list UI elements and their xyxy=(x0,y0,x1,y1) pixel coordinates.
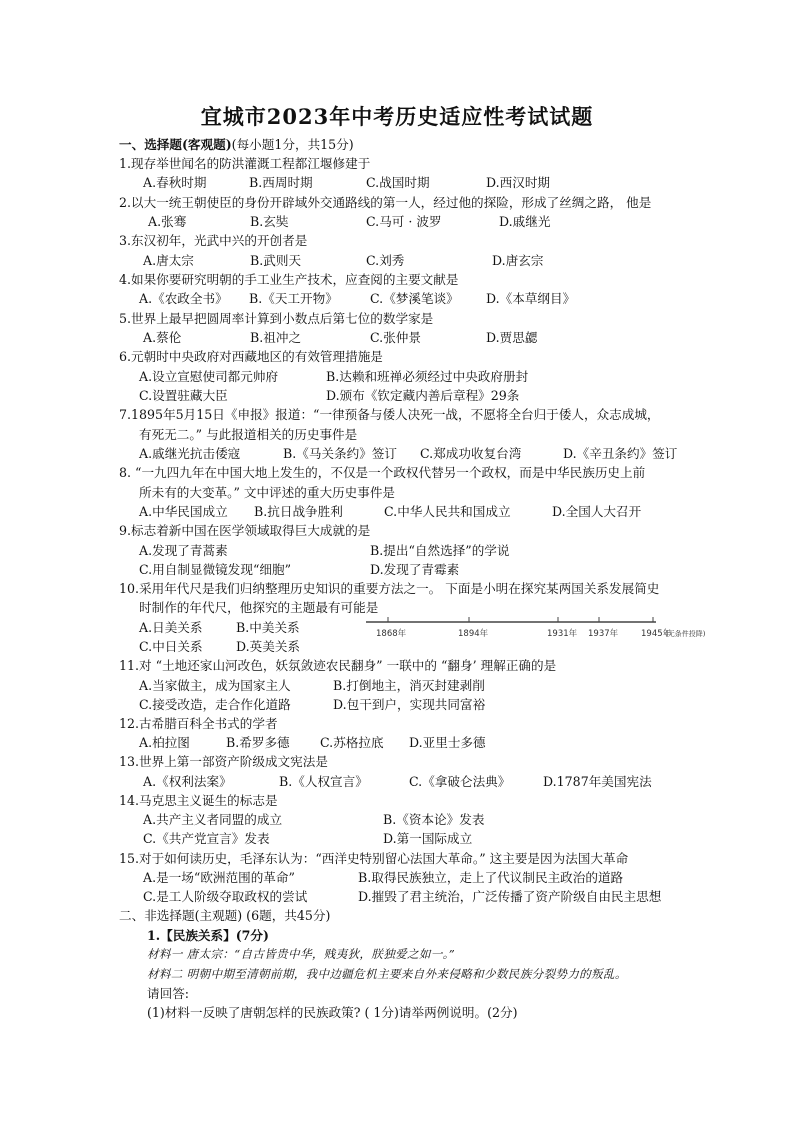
q5-option-d[interactable]: D.贾思勰 xyxy=(486,330,538,345)
section1-heading-rest: (每小题1分，共15分) xyxy=(231,137,354,152)
question-9-stem: 9.标志着新中国在医学领域取得巨大成就的是 xyxy=(119,523,371,538)
question-7-stem-line1: 7.1895年5月15日《申报》报道：“一律预备与倭人决死一战，不愿将全台归于倭人，众志成城， xyxy=(119,407,660,422)
q8-option-c[interactable]: C.中华人民共和国成立 xyxy=(384,504,511,519)
q1-option-b[interactable]: B.西周时期 xyxy=(249,175,313,190)
q12-option-b[interactable]: B.希罗多德 xyxy=(226,735,290,750)
question-14-stem: 14.马克思主义诞生的标志是 xyxy=(119,793,278,808)
q4-option-b[interactable]: B.《天工开物》 xyxy=(249,291,338,306)
q12-option-c[interactable]: C.苏格拉底 xyxy=(320,735,384,750)
q11-option-b[interactable]: B.打倒地主，消灭封建剥削 xyxy=(333,678,485,693)
q5-option-c[interactable]: C.张仲景 xyxy=(370,330,421,345)
timeline-label-1931: 1931年 xyxy=(547,629,578,639)
q7-option-c[interactable]: C.郑成功收复台湾 xyxy=(420,446,522,461)
q6-option-c[interactable]: C.设置驻藏大臣 xyxy=(139,388,228,403)
q6-option-d[interactable]: D.颁布《钦定藏内善后章程》29条 xyxy=(326,388,520,403)
question-15-stem: 15.对于如何读历史，毛泽东认为：“西洋史特别留心法国大革命。” 这主要是因为法国大革命 xyxy=(119,851,629,866)
question-13-stem: 13.世界上第一部资产阶级成文宪法是 xyxy=(119,754,328,769)
question-1-stem: 1.现存举世闻名的防洪灌溉工程都江堰修建于 xyxy=(119,156,371,171)
q10-option-c[interactable]: C.中日关系 xyxy=(139,639,203,654)
q11-option-a[interactable]: A.当家做主，成为国家主人 xyxy=(139,678,291,693)
q5-option-b[interactable]: B.祖冲之 xyxy=(250,330,302,345)
q10-option-d[interactable]: D.英美关系 xyxy=(236,639,301,654)
timeline-label-1894: 1894年 xyxy=(458,629,489,639)
material-2: 材料二 明朝中期至清朝前期，我中边疆危机主要来自外来侵略和少数民族分裂势力的叛乱。 xyxy=(147,967,627,981)
page-title: 宜城市2023年中考历史适应性考试试题 xyxy=(200,104,594,129)
q6-option-b[interactable]: B.达赖和班禅必须经过中央政府册封 xyxy=(326,369,529,384)
q10-timeline xyxy=(366,612,706,646)
q12-option-a[interactable]: A.柏拉图 xyxy=(139,735,190,750)
q14-option-d[interactable]: D.第一国际成立 xyxy=(383,831,473,846)
q1-option-d[interactable]: D.西汉时期 xyxy=(486,175,551,190)
section1-heading xyxy=(119,136,354,153)
timeline-label-1868: 1868年 xyxy=(376,629,407,639)
question-10-stem-line2: 时制作的年代尺，他探究的主题最有可能是 xyxy=(139,600,379,615)
ask-label: 请回答: xyxy=(147,986,190,1001)
q14-option-c[interactable]: C.《共产党宣言》发表 xyxy=(143,831,270,846)
section1-heading-bold: 一、选择题(客观题) xyxy=(119,137,232,152)
q15-option-c[interactable]: C.是工人阶级夺取政权的尝试 xyxy=(143,889,308,904)
q10-option-b[interactable]: B.中美关系 xyxy=(236,620,300,635)
q7-option-a[interactable]: A.戚继光抗击倭寇 xyxy=(139,446,241,461)
q3-option-d[interactable]: D.唐玄宗 xyxy=(492,253,544,268)
q9-option-d[interactable]: D.发现了青霉素 xyxy=(370,562,460,577)
q4-option-a[interactable]: A.《农政全书》 xyxy=(139,291,228,306)
sub-question-1: (1)材料一反映了唐朝怎样的民族政策? ( 1分)请举两例说明。(2分) xyxy=(147,1005,518,1020)
question-7-stem-line2: 有死无二。” 与此报道相关的历史事件是 xyxy=(139,427,358,442)
q12-option-d[interactable]: D.亚里士多德 xyxy=(409,735,486,750)
q8-option-b[interactable]: B.抗日战争胜利 xyxy=(254,504,343,519)
q8-option-a[interactable]: A.中华民国成立 xyxy=(139,504,228,519)
q1-option-c[interactable]: C.战国时期 xyxy=(366,175,430,190)
q11-option-d[interactable]: D.包干到户，实现共同富裕 xyxy=(333,697,486,712)
question-6-stem: 6.元朝时中央政府对西藏地区的有效管理措施是 xyxy=(119,349,383,364)
q5-option-a[interactable]: A.蔡伦 xyxy=(143,330,182,345)
question-8-stem-line1: 8. “一九四九年在中国大地上发生的，不仅是一个政权代替另一个政权，而是中华民族历史上前 xyxy=(119,465,646,480)
q14-option-b[interactable]: B.《资本论》发表 xyxy=(383,812,485,827)
q13-option-c[interactable]: C.《拿破仑法典》 xyxy=(409,774,511,789)
q13-option-b[interactable]: B.《人权宣言》 xyxy=(279,774,368,789)
question-3-stem: 3.东汉初年，光武中兴的开创者是 xyxy=(119,233,308,248)
q13-option-d[interactable]: D.1787年美国宪法 xyxy=(543,774,652,789)
q9-option-a[interactable]: A.发现了青蒿素 xyxy=(139,543,228,558)
timeline-label-1937: 1937年 xyxy=(588,629,619,639)
q3-option-c[interactable]: C.刘秀 xyxy=(366,253,405,268)
q7-option-d[interactable]: D.《辛丑条约》签订 xyxy=(563,446,678,461)
timeline-note: (无条件投降) xyxy=(665,630,706,638)
q2-option-d[interactable]: D.戚继光 xyxy=(499,214,551,229)
question-8-stem-line2: 所未有的大变革。” 文中评述的重大历史事件是 xyxy=(139,485,396,500)
q1-option-a[interactable]: A.春秋时期 xyxy=(143,175,207,190)
q9-option-c[interactable]: C.用自制显微镜发现“细胞” xyxy=(139,562,292,577)
timeline-label-1945: 1945年 xyxy=(641,629,672,639)
question-4-stem: 4.如果你要研究明朝的手工业生产技术，应查阅的主要文献是 xyxy=(119,272,459,287)
q11-option-c[interactable]: C.接受改造，走合作化道路 xyxy=(139,697,291,712)
q2-option-b[interactable]: B.玄奘 xyxy=(250,214,289,229)
q9-option-b[interactable]: B.提出“自然选择”的学说 xyxy=(370,543,510,558)
q14-option-a[interactable]: A.共产主义者同盟的成立 xyxy=(143,812,283,827)
q15-option-b[interactable]: B.取得民族独立，走上了代议制民主政治的道路 xyxy=(358,870,624,885)
q6-option-a[interactable]: A.设立宣慰使司都元帅府 xyxy=(139,369,279,384)
q3-option-b[interactable]: B.武则天 xyxy=(250,253,302,268)
question-11-stem: 11.对 “土地还家山河改色，妖氛敛迹农民翻身” 一联中的 “翻身’ 理解正确的是 xyxy=(119,658,557,673)
q7-option-b[interactable]: B.《马关条约》签订 xyxy=(283,446,398,461)
q15-option-d[interactable]: D.摧毁了君主统治，广泛传播了资产阶级自由民主思想 xyxy=(358,889,662,904)
q13-option-a[interactable]: A.《权利法案》 xyxy=(143,774,232,789)
question-2-stem: 2.以大一统王朝使臣的身份开辟域外交通路线的第一人，经过他的探险，形成了丝绸之路， 他是 xyxy=(119,195,652,210)
q8-option-d[interactable]: D.全国人大召开 xyxy=(552,504,642,519)
q4-option-c[interactable]: C.《梦溪笔谈》 xyxy=(370,291,459,306)
question-5-stem: 5.世界上最早把圆周率计算到小数点后第七位的数学家是 xyxy=(119,311,434,326)
q2-option-c[interactable]: C.马可 · 波罗 xyxy=(366,214,442,229)
material-1: 材料一 唐太宗：“自古皆贵中华，贱夷狄，朕独爱之如一。” xyxy=(147,947,455,961)
question-12-stem: 12.古希腊百科全书式的学者 xyxy=(119,716,278,731)
q4-option-d[interactable]: D.《本草纲目》 xyxy=(486,291,576,306)
section2-question-1-title: 1.【民族关系】(7分) xyxy=(147,928,269,943)
section2-heading: 二、非选择题(主观题) (6题，共45分) xyxy=(119,908,331,923)
question-10-stem-line1: 10.采用年代尺是我们归纳整理历史知识的重要方法之一。 下面是小明在探究某两国关系发展简史 xyxy=(119,581,660,596)
q15-option-a[interactable]: A.是一场“欧洲范围的革命” xyxy=(143,870,295,885)
q2-option-a[interactable]: A.张骞 xyxy=(148,214,187,229)
q3-option-a[interactable]: A.唐太宗 xyxy=(143,253,194,268)
q10-option-a[interactable]: A.日美关系 xyxy=(139,620,203,635)
